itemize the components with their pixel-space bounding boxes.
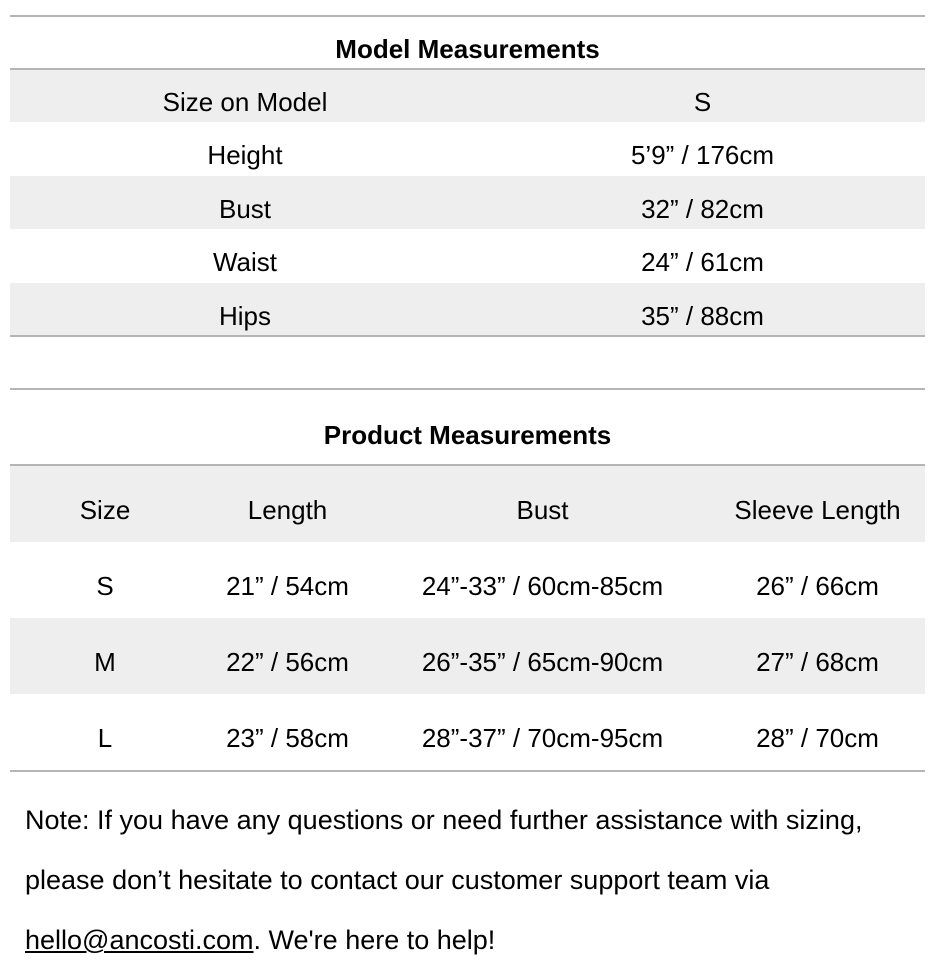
length-cell: 22” / 56cm [226, 646, 349, 677]
model-label: Bust [218, 193, 272, 224]
column-header: Sleeve Length [734, 494, 901, 525]
product-table-title: Product Measurements [323, 420, 612, 450]
support-email-link[interactable]: hello@ancosti.com [25, 925, 254, 955]
size-cell: M [94, 646, 116, 677]
model-label: Height [207, 139, 283, 170]
model-table-bottom-rule [10, 335, 925, 337]
column-header: Bust [516, 494, 569, 525]
note-text-end: . We're here to help! [253, 925, 496, 955]
model-value: 5’9” / 176cm [630, 139, 775, 170]
bust-cell: 24”-33” / 60cm-85cm [421, 570, 664, 601]
sleeve-length-cell: 26” / 66cm [756, 570, 879, 601]
size-cell: L [97, 722, 113, 753]
model-label: Hips [218, 300, 271, 331]
table-row [10, 183, 925, 235]
model-value: 32” / 82cm [641, 193, 764, 224]
model-value: 35” / 88cm [641, 300, 764, 331]
product-header-row [10, 472, 925, 548]
table-row [10, 236, 925, 288]
column-header: Length [247, 494, 328, 525]
length-cell: 21” / 54cm [226, 570, 349, 601]
model-label: Size on Model [162, 86, 328, 117]
length-cell: 23” / 58cm [226, 722, 349, 753]
column-header: Size [79, 494, 131, 525]
table-row [10, 129, 925, 181]
model-label: Waist [212, 246, 278, 277]
table-row [10, 76, 925, 128]
bust-cell: 28”-37” / 70cm-95cm [421, 722, 664, 753]
model-value: 24” / 61cm [641, 246, 764, 277]
product-table-top-rule [10, 388, 925, 390]
model-value: S [693, 86, 712, 117]
product-table-bottom-rule [10, 770, 925, 772]
sleeve-length-cell: 28” / 70cm [756, 722, 879, 753]
model-table-top-rule [10, 15, 925, 17]
table-row [10, 548, 925, 624]
size-cell: S [96, 570, 114, 601]
bust-cell: 26”-35” / 65cm-90cm [421, 646, 664, 677]
sleeve-length-cell: 27” / 68cm [756, 646, 879, 677]
table-row [10, 624, 925, 700]
note-text: Note: If you have any questions or need further assistance with sizing, please don’t hesitate to contact our customer support team via [25, 805, 863, 895]
table-row [10, 700, 925, 776]
support-note [25, 790, 930, 970]
model-table-title: Model Measurements [335, 34, 600, 64]
